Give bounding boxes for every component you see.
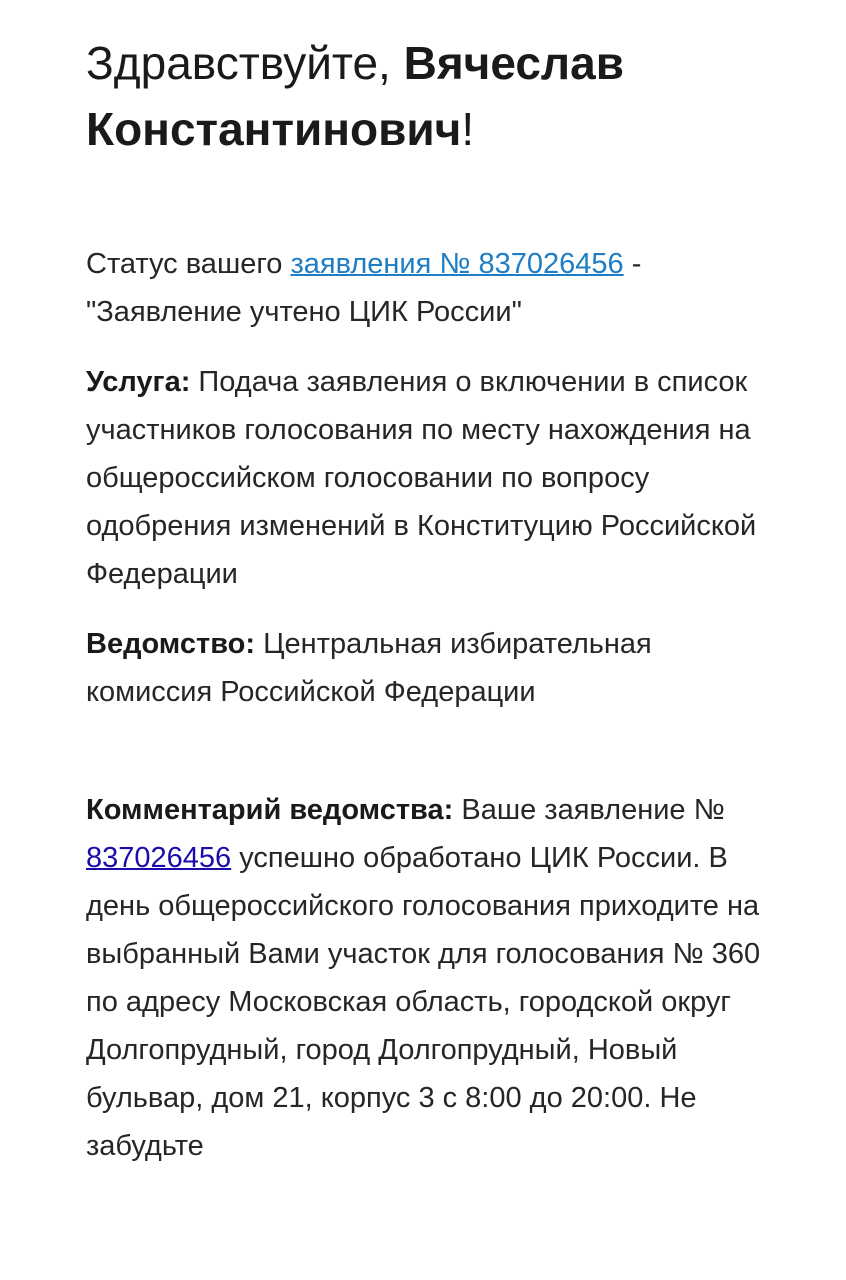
email-body: [86, 30, 776, 1170]
status-prefix: Статус вашего: [86, 248, 291, 280]
status-text: - "Заявление учтено ЦИК России": [86, 248, 642, 328]
agency-paragraph: [86, 620, 776, 716]
status-paragraph: [86, 240, 776, 336]
service-paragraph: [86, 358, 776, 598]
service-label: Услуга:: [86, 366, 191, 398]
agency-label: Ведомство:: [86, 628, 256, 660]
greeting-prefix: Здравствуйте,: [86, 37, 404, 89]
comment-label: Комментарий ведомства:: [86, 794, 454, 826]
application-link[interactable]: заявления № 837026456: [290, 248, 624, 280]
agency-text: Центральная избирательная комиссия Российской Федерации: [86, 628, 652, 708]
application-number-link[interactable]: 837026456: [86, 842, 232, 874]
comment-text-before: Ваше заявление №: [453, 794, 725, 826]
service-text: Подача заявления о включении в список участников голосования по месту нахождения на общероссийском голосовании по вопросу одобрения изменений в Конституцию Российской Федерации: [86, 366, 757, 590]
comment-paragraph: [86, 786, 776, 1170]
recipient-name: Вячеслав Константинович: [86, 37, 625, 155]
greeting-heading: [86, 30, 776, 162]
comment-text-after: успешно обработано ЦИК России. В день общероссийского голосования приходите на выбранный Вами участок для голосования № 360 по адресу Московская область, городской округ Долгопрудный, город Долгопрудный, Новый бульвар, дом 21, корпус 3 с 8:00 до 20:00. Не забудьте: [86, 842, 761, 1162]
greeting-suffix: !: [461, 103, 475, 155]
